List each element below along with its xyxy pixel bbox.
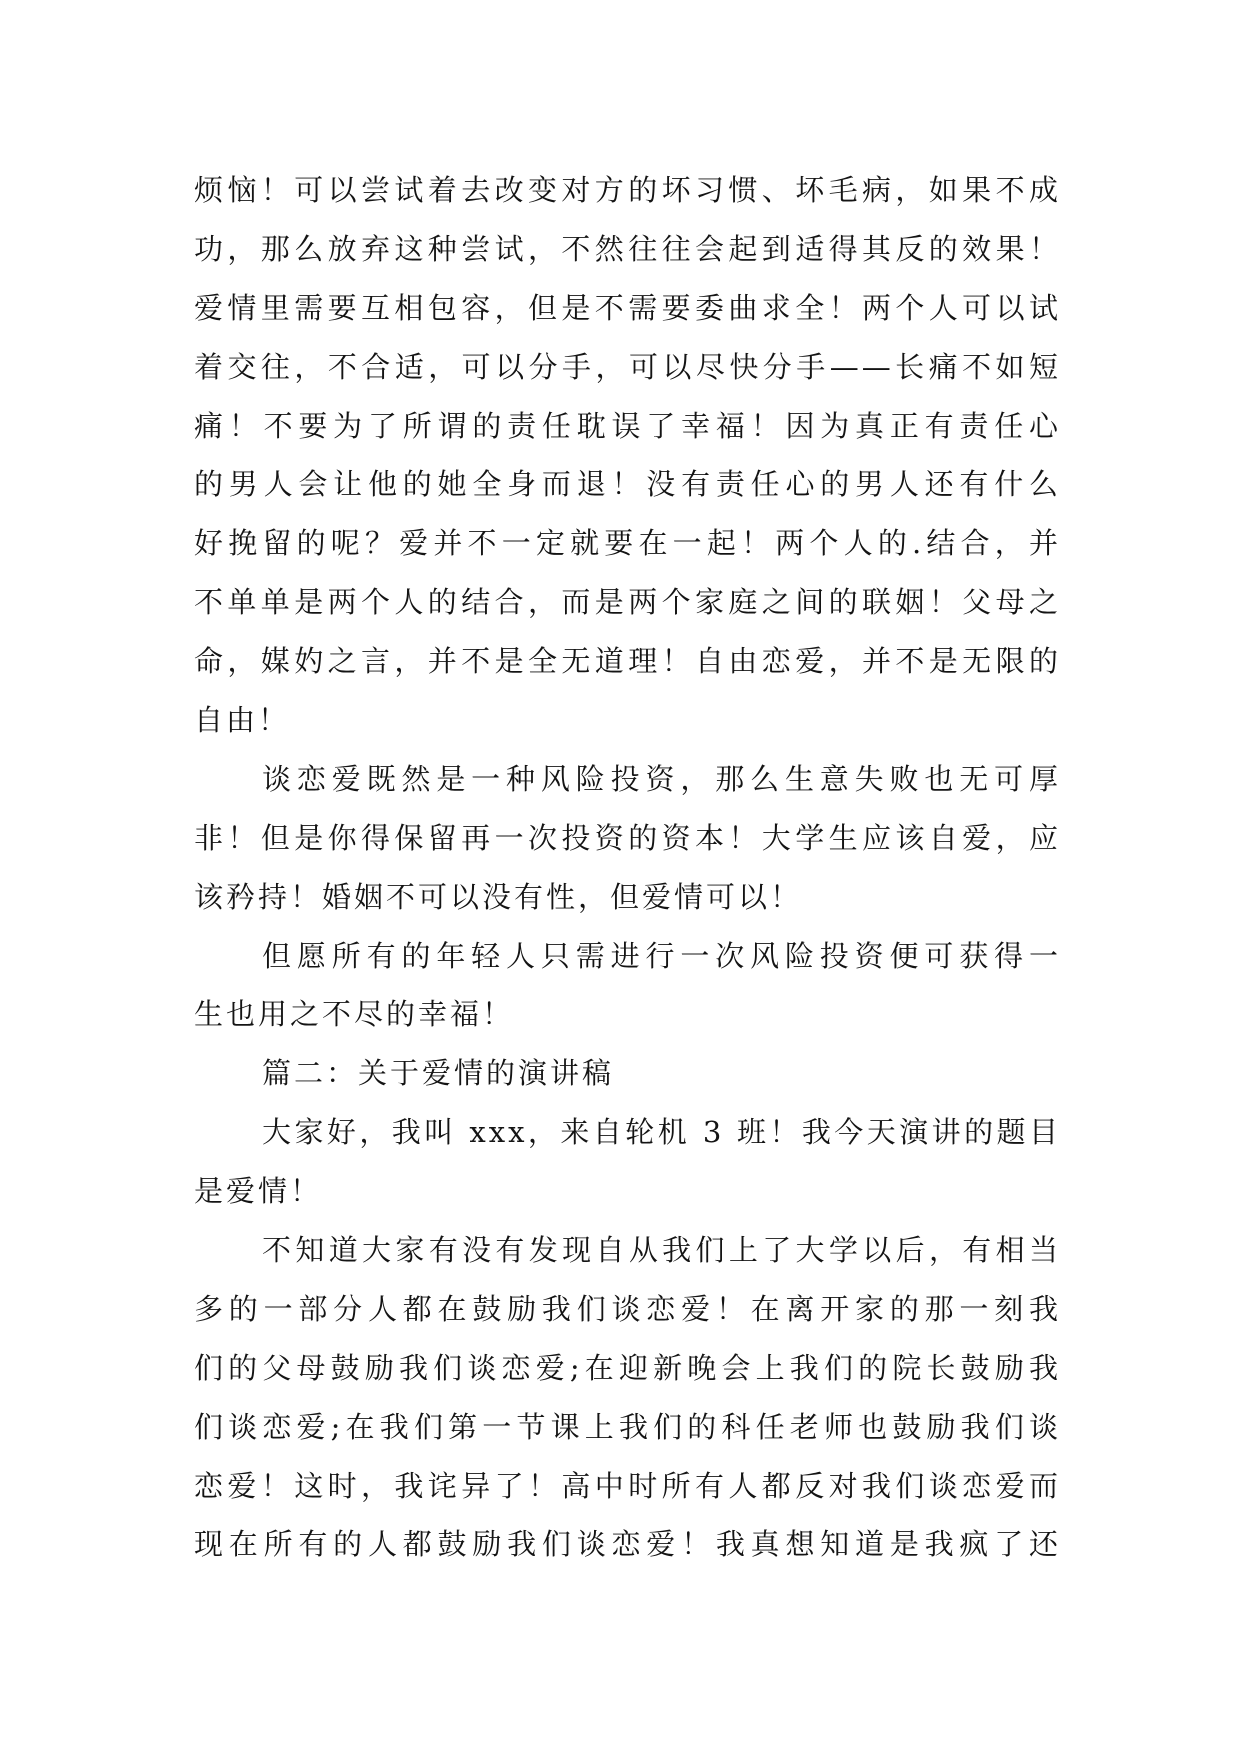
text-line: 功，那么放弃这种尝试，不然往往会起到适得其反的效果！	[194, 231, 1061, 266]
paragraph	[194, 161, 1061, 750]
text-line: 痛！不要为了所谓的责任耽误了幸福！因为真正有责任心	[194, 408, 1061, 443]
text-line: 着交往，不合适，可以分手，可以尽快分手——长痛不如短	[194, 349, 1061, 384]
text-line: 好挽留的呢？爱并不一定就要在一起！两个人的.结合，并	[194, 526, 1061, 561]
text-line: 生也用之不尽的幸福！	[194, 997, 515, 1032]
text-line: 们的父母鼓励我们谈恋爱;在迎新晚会上我们的院长鼓励我	[194, 1350, 1061, 1385]
text-line: 不知道大家有没有发现自从我们上了大学以后，有相当	[262, 1233, 1061, 1268]
paragraph	[194, 1221, 1061, 1574]
text-line: 自由！	[194, 703, 291, 738]
section-heading-text: 篇二：关于爱情的演讲稿	[262, 1056, 615, 1091]
text-line: 的男人会让他的她全身而退！没有责任心的男人还有什么	[194, 467, 1061, 502]
body-text	[194, 161, 1061, 1574]
paragraph	[194, 750, 1061, 927]
text-line: 爱情里需要互相包容，但是不需要委曲求全！两个人可以试	[194, 290, 1061, 325]
text-line: 大家好，我叫 xxx，来自轮机 3 班！我今天演讲的题目	[262, 1115, 1061, 1150]
text-line: 该矜持！婚姻不可以没有性，但爱情可以！	[194, 879, 803, 914]
text-line: 但愿所有的年轻人只需进行一次风险投资便可获得一	[262, 938, 1061, 973]
text-line: 烦恼！可以尝试着去改变对方的坏习惯、坏毛病，如果不成	[194, 173, 1061, 207]
text-line: 是爱情！	[194, 1174, 323, 1209]
paragraph	[194, 1103, 1061, 1221]
text-line: 恋爱！这时，我诧异了！高中时所有人都反对我们谈恋爱而	[194, 1468, 1061, 1503]
paragraph	[194, 927, 1061, 1045]
text-line: 们谈恋爱;在我们第一节课上我们的科任老师也鼓励我们谈	[194, 1409, 1061, 1444]
text-line: 多的一部分人都在鼓励我们谈恋爱！在离开家的那一刻我	[194, 1291, 1061, 1326]
text-line: 命，媒妁之言，并不是全无道理！自由恋爱，并不是无限的	[194, 644, 1061, 679]
text-line: 谈恋爱既然是一种风险投资，那么生意失败也无可厚	[262, 761, 1061, 796]
text-line: 现在所有的人都鼓励我们谈恋爱！我真想知道是我疯了还	[194, 1527, 1061, 1562]
text-line: 不单单是两个人的结合，而是两个家庭之间的联姻！父母之	[194, 585, 1061, 620]
text-line: 非！但是你得保留再一次投资的资本！大学生应该自爱，应	[194, 820, 1061, 855]
section-heading	[194, 1044, 1061, 1103]
